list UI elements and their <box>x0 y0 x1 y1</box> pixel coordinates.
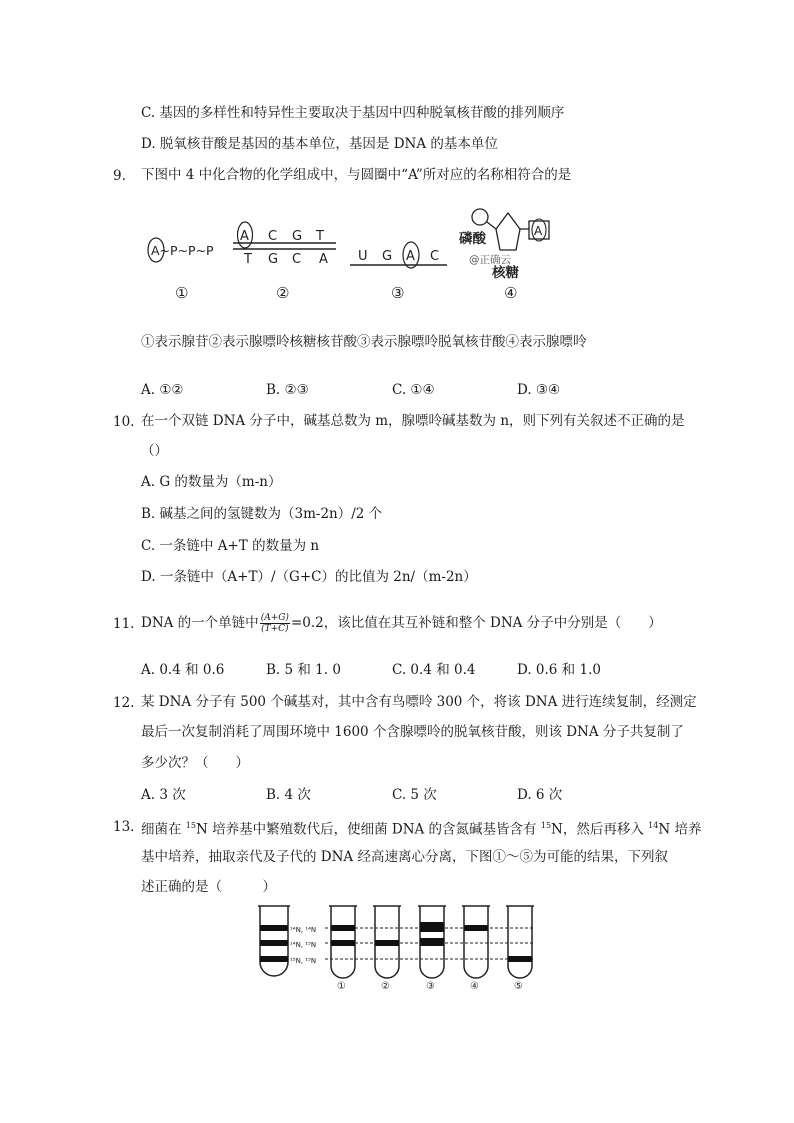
q9-option-b: B. ②③ <box>266 382 309 398</box>
q13-figure <box>255 900 540 992</box>
q13-tube-5 <box>508 906 532 978</box>
q9-fig2-top-2: G <box>292 229 303 244</box>
q9-number: 9. <box>113 168 126 184</box>
q10-stem: 在一个双链 DNA 分子中，碱基总数为 m，腺嘌呤碱基数为 n，则下列有关叙述不正确的是 <box>141 413 685 429</box>
q12-option-b: B. 4 次 <box>266 787 311 803</box>
q10-option-d: D. 一条链中（A+T）/（G+C）的比值为 2n/（m-2n） <box>141 569 477 585</box>
q9-stem: 下图中 4 中化合物的化学组成中，与圆圈中“A”所对应的名称相符合的是 <box>141 167 572 183</box>
q9-fig1-text: A~P~P~P <box>151 243 214 258</box>
q13-tube-label-1: ① <box>337 981 346 992</box>
q9-fig4-phosphate-label: 磷酸 <box>459 231 486 247</box>
q9-fig2-bottom-3: A <box>319 252 328 267</box>
q13-ref-label-2: ¹⁴N, ¹⁵N <box>290 941 317 949</box>
q12-option-c: C. 5 次 <box>392 787 437 803</box>
q10-number: 10. <box>113 414 135 430</box>
q9-fig2-top-1: C <box>268 229 278 244</box>
q12-number: 12. <box>113 695 135 711</box>
q11-option-b: B. 5 和 1. 0 <box>266 662 341 678</box>
q13-sup-2: 15 <box>540 821 552 830</box>
q13-tube-label-3: ③ <box>426 981 435 992</box>
q9-fig1-label: ① <box>175 284 189 302</box>
q13-line-1-c: N，然后再移入 <box>551 821 649 838</box>
q13-line-1 <box>141 817 701 839</box>
q13-ref-label-3: ¹⁵N, ¹⁵N <box>290 957 317 965</box>
q11-stem <box>141 606 662 640</box>
q11-option-d: D. 0.6 和 1.0 <box>517 662 601 678</box>
q10-option-c: C. 一条链中 A+T 的数量为 n <box>141 538 320 554</box>
q8-option-c: C. 基因的多样性和特异性主要取决于基因中四种脱氧核苷酸的排列顺序 <box>141 105 565 121</box>
q10-paren: （） <box>141 443 168 459</box>
q9-fig2-top-0: A <box>240 229 249 244</box>
q9-fig2-top-3: T <box>316 229 324 244</box>
q11-number: 11. <box>113 616 135 632</box>
q9-fig3-1: G <box>382 249 393 264</box>
q13-line-1-b: N 培养基中繁殖数代后，使细菌 DNA 的含氮碱基皆含有 <box>195 821 541 838</box>
q9-option-d: D. ③④ <box>517 382 561 398</box>
q13-tube-label-5: ⑤ <box>514 981 523 992</box>
q13-tube-4 <box>464 906 488 978</box>
q9-fig4-phosphate-circle <box>472 209 488 225</box>
q9-fig4-pentagon <box>496 213 520 250</box>
q12-line-2: 最后一次复制消耗了周围环境中 1600 个含腺嘌呤的脱氧核苷酸，则该 DNA 分子共复制了 <box>141 724 684 740</box>
q12-option-a: A. 3 次 <box>141 787 186 803</box>
q13-number: 13. <box>113 819 135 835</box>
q13-tube-label-2: ② <box>381 981 390 992</box>
q9-fig4-sugar-label: 核糖 <box>492 265 519 281</box>
q11-stem-pre: DNA 的一个单链中 <box>141 615 259 631</box>
q12-option-d: D. 6 次 <box>517 787 563 803</box>
q13-ref-band-2 <box>260 940 288 946</box>
q11-fraction-numerator: (A+G) <box>260 613 289 623</box>
q9-fig2-bottom-0: T <box>244 252 252 267</box>
q13-sup-1: 15 <box>185 821 196 830</box>
q9-fig2-bottom-1: G <box>268 252 279 267</box>
q9-fig2-bottom-2: C <box>292 252 302 267</box>
q8-option-d: D. 脱氧核苷酸是基因的基本单位，基因是 DNA 的基本单位 <box>141 136 498 152</box>
q11-option-a: A. 0.4 和 0.6 <box>141 662 225 678</box>
q9-fig3-label: ③ <box>391 284 405 302</box>
q11-stem-post: =0.2，该比值在其互补链和整个 DNA 分子中分别是（ ） <box>290 615 662 631</box>
q9-option-a: A. ①② <box>141 382 184 398</box>
q9-fig2-label: ② <box>276 284 290 302</box>
q9-figure <box>140 205 570 305</box>
q13-tube-label-4: ④ <box>470 981 479 992</box>
q13-line-2: 基中培养，抽取亲代及子代的 DNA 经高速离心分离，下图①～⑤为可能的结果，下列叙 <box>141 849 668 865</box>
q12-line-1: 某 DNA 分子有 500 个碱基对，其中含有鸟嘌呤 300 个，将该 DNA 进行连续复制，经测定 <box>141 694 697 710</box>
q13-line-1-d: N 培养 <box>658 821 702 838</box>
q13-ref-band-3 <box>260 956 288 962</box>
q13-line-3: 述正确的是（ ） <box>141 879 276 895</box>
q9-option-c: C. ①④ <box>392 382 435 398</box>
q9-fig3-3: C <box>430 249 440 264</box>
q12-line-3: 多少次？（ ） <box>141 755 249 771</box>
q13-ref-band-1 <box>260 925 288 931</box>
q9-fig3-0: U <box>358 249 368 264</box>
q11-option-c: C. 0.4 和 0.4 <box>392 662 476 678</box>
q9-fig4-a: A <box>534 224 543 238</box>
q10-option-a: A. G 的数量为（m-n） <box>141 474 282 490</box>
q13-sup-3: 14 <box>648 821 659 830</box>
q9-fig3-2: A <box>406 249 415 264</box>
q11-fraction <box>260 613 290 634</box>
q13-ref-label-1: ¹⁴N, ¹⁴N <box>290 926 317 934</box>
q9-description: ①表示腺苷②表示腺嘌呤核糖核苷酸③表示腺嘌呤脱氧核苷酸④表示腺嘌呤 <box>141 334 587 350</box>
q9-fig4-label: ④ <box>504 284 518 302</box>
q10-option-b: B. 碱基之间的氢键数为（3m-2n）/2 个 <box>141 506 383 522</box>
q11-fraction-denominator: (T+C) <box>261 624 289 634</box>
q9-fig4-watermark: @正确云 <box>469 254 511 266</box>
q13-line-1-a: 细菌在 <box>141 821 186 838</box>
